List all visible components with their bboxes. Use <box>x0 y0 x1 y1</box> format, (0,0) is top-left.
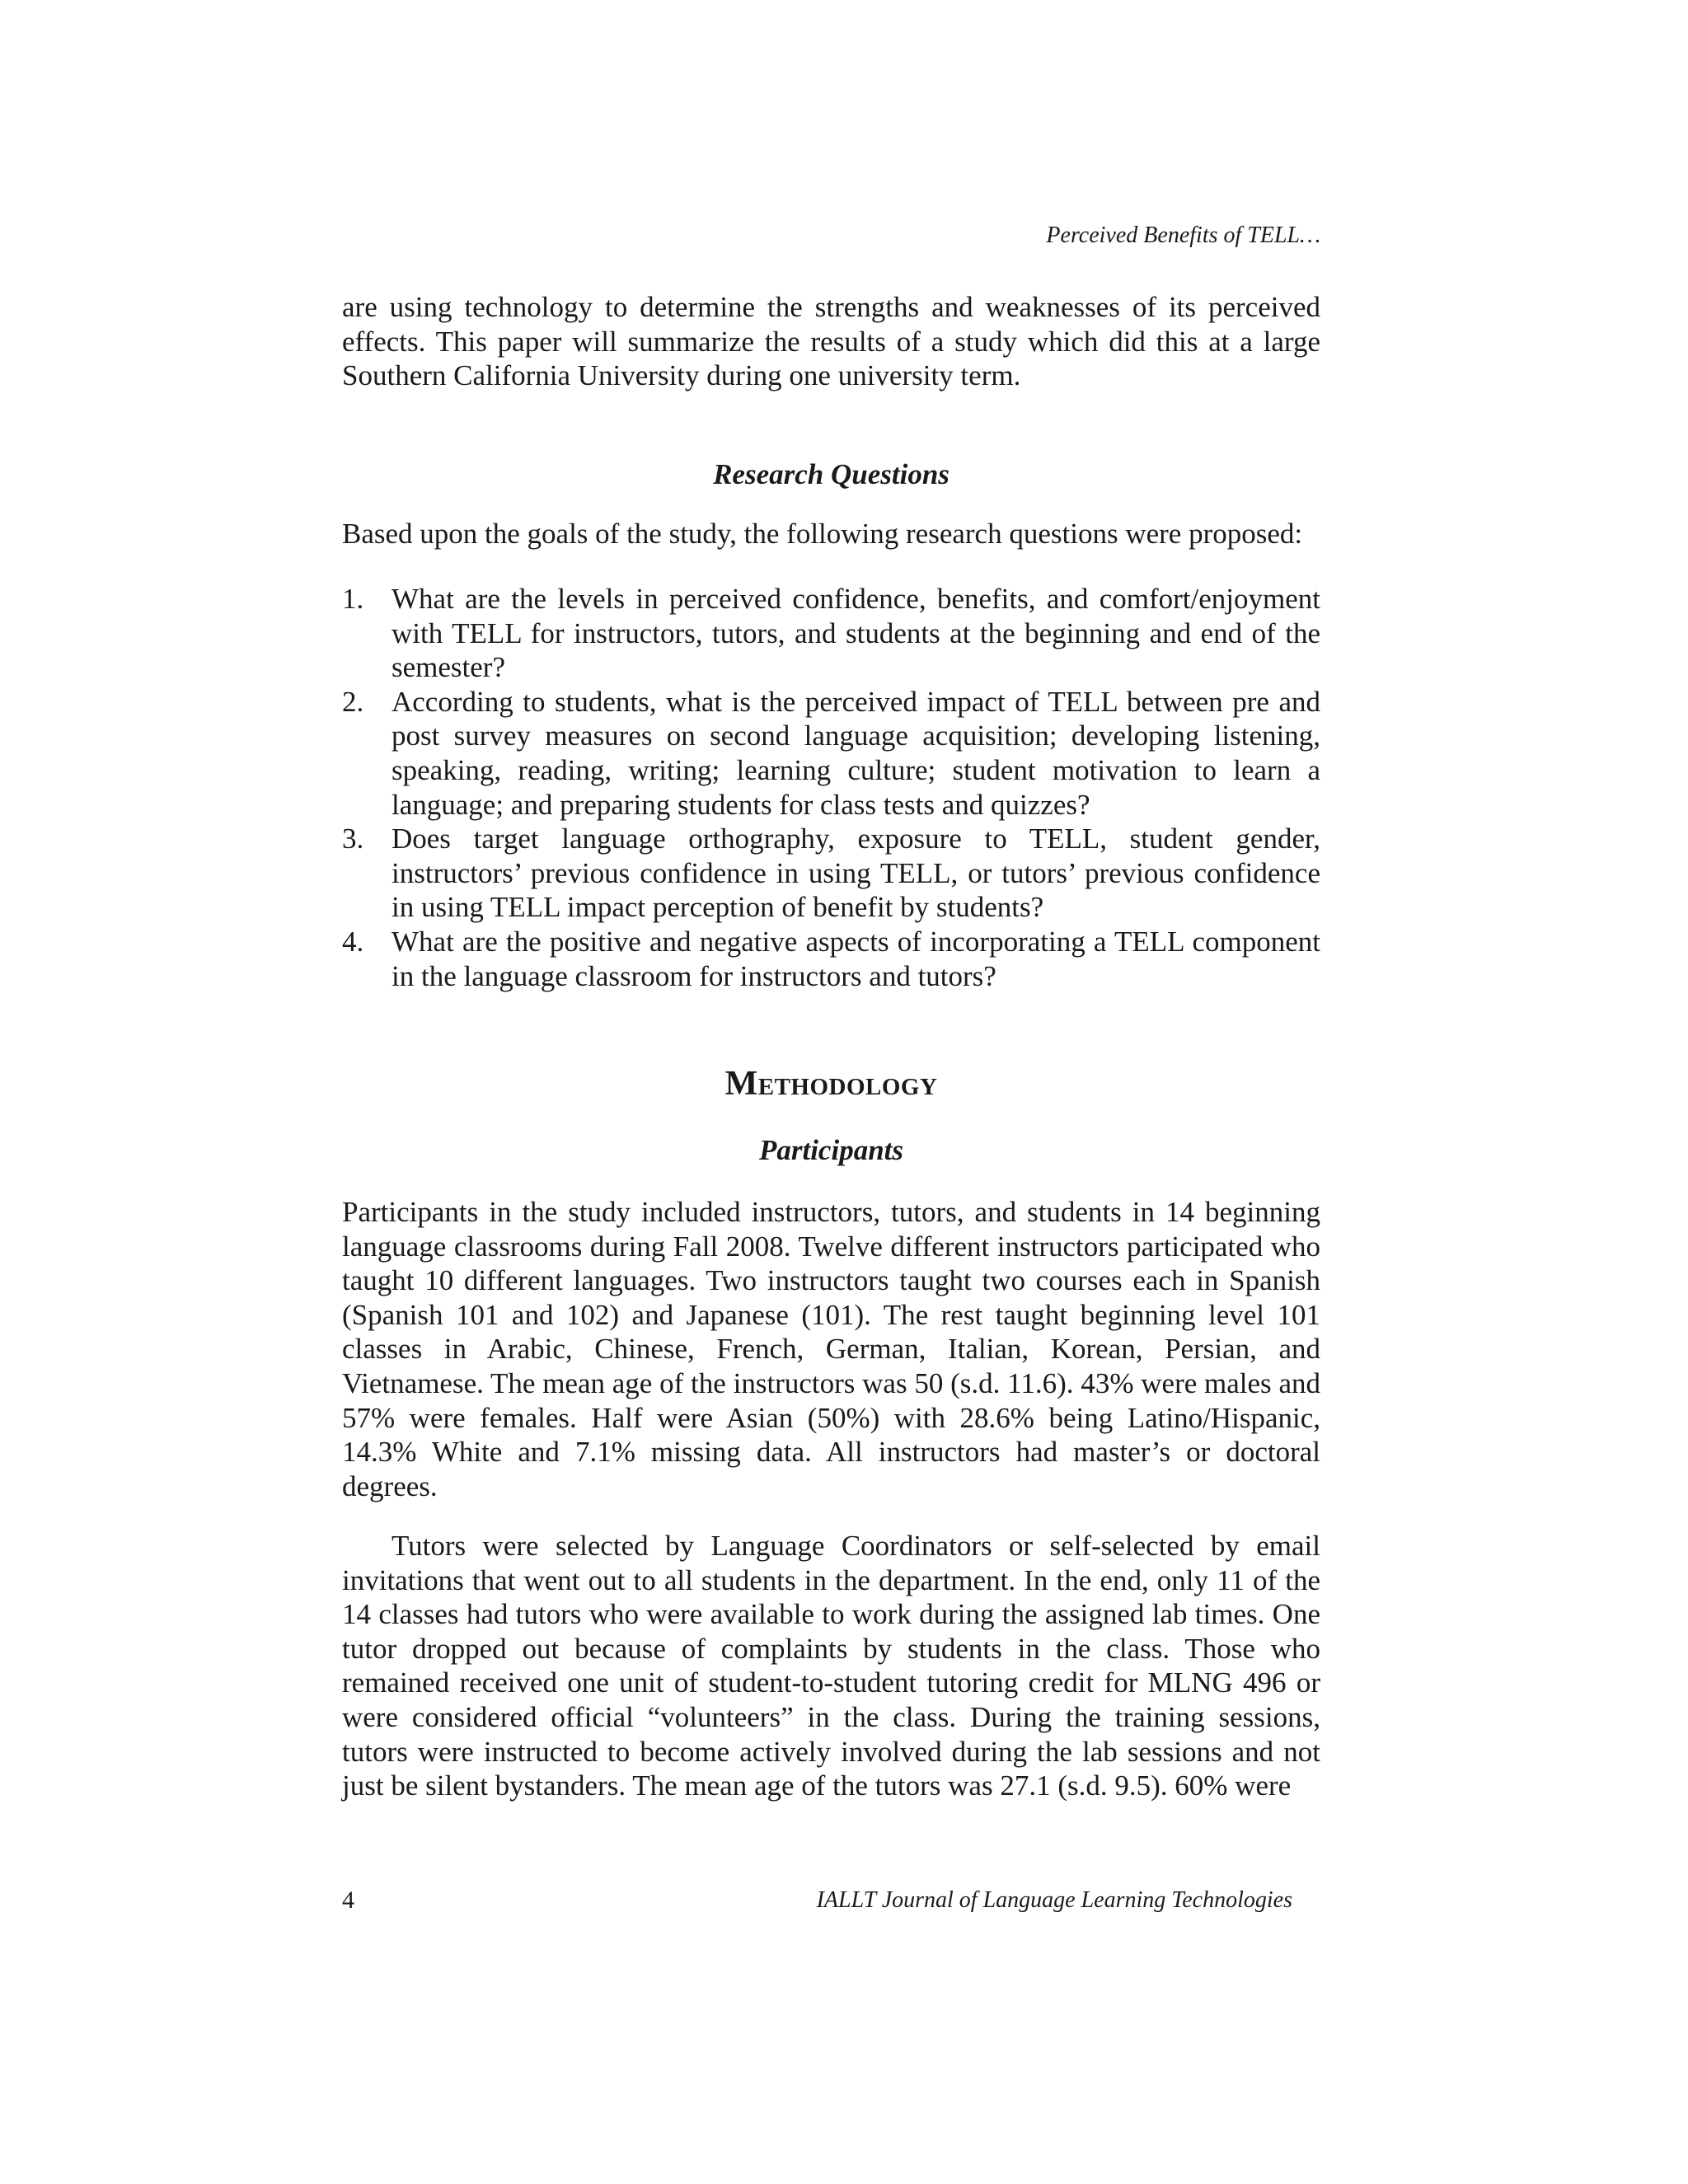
list-item-text: What are the positive and negative aspects of incorporating a TELL component in the language classroom for instructors and tutors? <box>392 925 1320 992</box>
list-item-number: 3. <box>342 823 364 855</box>
list-item-text: What are the levels in perceived confidence, benefits, and comfort/enjoyment with TELL for instructors, tutors, and students at the beginning and end of the semester? <box>392 583 1320 684</box>
list-item <box>342 685 1320 822</box>
participants-paragraph: Participants in the study included instructors, tutors, and students in 14 beginning language classrooms during Fall 2008. Twelve different instructors participated who taught 10 different languages. Two instructors taught two courses each in Spanish (Spanish 101 and 102) and Japanese (101). The rest taught beginning level 101 classes in Arabic, Chinese, French, German, Italian, Korean, Persian, and Vietnamese. The mean age of the instructors was 50 (s.d. 11.6). 43% were males and 57% were females. Half were Asian (50%) with 28.6% being Latino/Hispanic, 14.3% White and 7.1% missing data. All instructors had master’s or doctoral degrees. <box>342 1196 1320 1502</box>
tutors-paragraph: Tutors were selected by Language Coordinators or self-selected by email invitations that went out to all students in the department. In the end, only 11 of the 14 classes had tutors who were available to work during the assigned lab times. One tutor dropped out because of complaints by students in the class. Those who remained received one unit of student-to-student tutoring credit for MLNG 496 or were considered official “volunteers” in the class. During the training sessions, tutors were instructed to become actively involved during the lab sessions and not just be silent bystanders. The mean age of the tutors was 27.1 (s.d. 9.5). 60% were <box>342 1530 1320 1802</box>
running-head: Perceived Benefits of TELL… <box>1046 223 1320 248</box>
participants-heading: Participants <box>758 1134 904 1166</box>
methodology-heading: Methodology <box>724 1065 938 1103</box>
intro-paragraph: are using technology to determine the strengths and weaknesses of its perceived effects. This paper will summarize the results of a study which did this at a large Southern California University during one university term. <box>342 291 1320 392</box>
journal-footer: IALLT Journal of Language Learning Technologies <box>816 1887 1292 1913</box>
research-questions-intro: Based upon the goals of the study, the following research questions were proposed: <box>342 518 1303 550</box>
list-item-text: Does target language orthography, exposure to TELL, student gender, instructors’ previous confidence in using TELL, or tutors’ previous confidence in using TELL impact perception of benefit by students? <box>392 823 1320 924</box>
list-item-number: 4. <box>342 925 364 958</box>
research-questions-heading: Research Questions <box>713 458 950 490</box>
list-item-number: 2. <box>342 685 364 718</box>
list-item <box>342 925 1320 993</box>
list-item-number: 1. <box>342 583 364 615</box>
list-item <box>342 822 1320 925</box>
page-number: 4 <box>342 1886 354 1914</box>
list-item <box>342 582 1320 685</box>
list-item-text: According to students, what is the perceived impact of TELL between pre and post survey measures on second language acquisition; developing listening, speaking, reading, writing; learning culture; student motivation to learn a language; and preparing students for class tests and quizzes? <box>392 685 1320 821</box>
research-questions-list <box>342 582 1320 993</box>
